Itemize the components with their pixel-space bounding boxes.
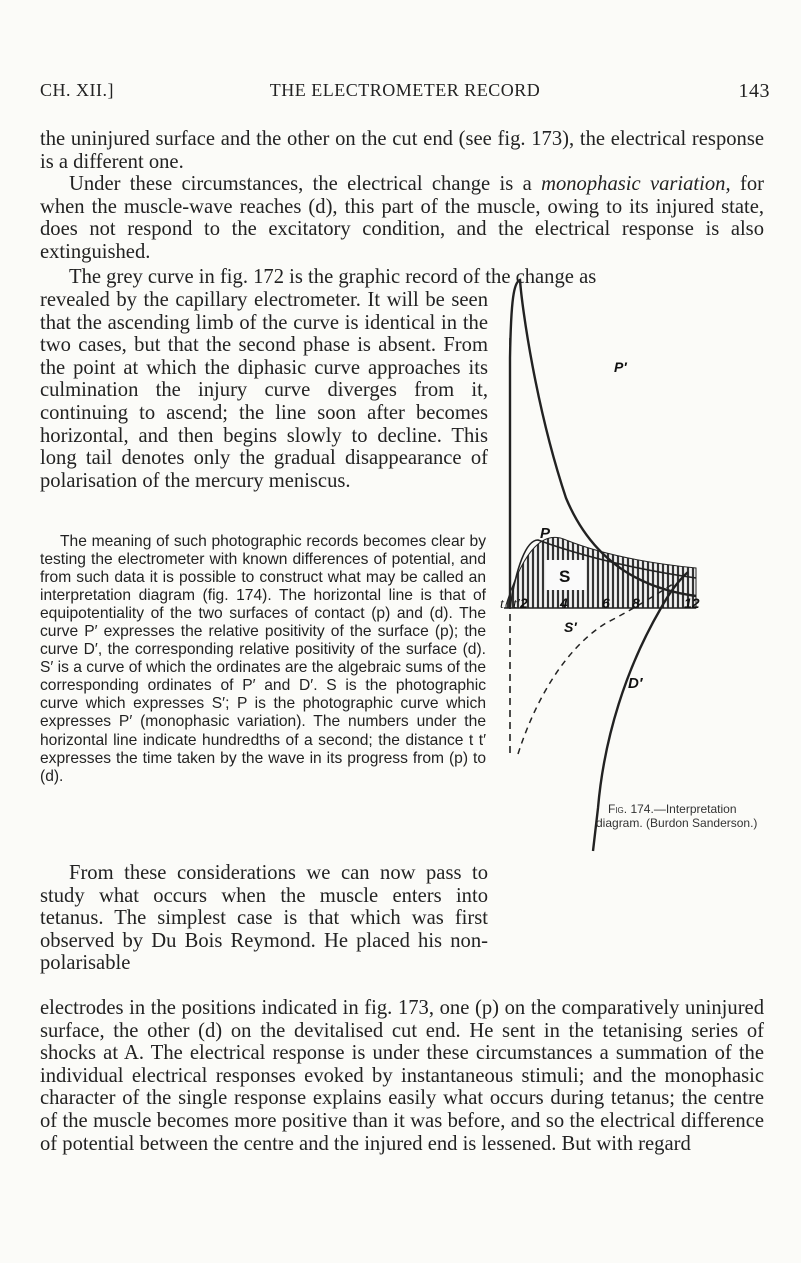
paragraph-grey-curve: revealed by the capillary electrometer. It will be seen that the ascending limb of the curve is identical in the two cases, but that the second phase is absent. From the point at which the diphasic curve approaches its culmination the injury curve diverges from it, continuing to ascend; the line soon after becomes horizontal, and then begins slowly to decline. This long tail denotes only the gradual disappearance of polarisation of the mercury meniscus.: [40, 289, 488, 492]
label-s: S: [559, 567, 571, 586]
page-header: [40, 80, 770, 106]
label-p: P: [540, 525, 551, 542]
running-title: THE ELECTROMETER RECORD: [269, 80, 541, 100]
label-s-prime: S′: [564, 619, 577, 635]
tick-12: 12: [684, 595, 700, 611]
paragraph-tetanus-narrow: From these considerations we can now pass to study what occurs when the muscle enters into tetanus. The simplest case is that which was first observed by Du Bois Reymond. He placed his non-polarisable: [40, 862, 488, 975]
paragraph-continuation: the uninjured surface and the other on the cut end (see fig. 173), the electrical response is a different one.: [40, 128, 764, 173]
label-d-prime: D′: [628, 675, 643, 692]
label-p-prime: P′: [614, 359, 627, 375]
tick-2: 2: [520, 595, 528, 611]
small-print-note: The meaning of such photographic records becomes clear by testing the electrometer with known differences of potential, and from such data it is possible to construct what may be called an interpretation diagram (fig. 174). The horizontal line is that of equipotentiality of the two surfaces of contact (p) and (d). The curve P′ expresses the relative positivity of the surface (p); the curve D′, the corresponding relative positivity of the surface (d). S′ is a curve of which the ordinates are the algebraic sums of the corresponding ordinates of P′ and D′. S is the photographic curve which expresses S′; P is the photographic curve which expresses P′ (monophasic variation). The numbers under the horizontal line indicate hundredths of a second; the distance t t′ expresses the time taken by the wave in its progress from (p) to (d).: [40, 533, 486, 785]
interpretation-diagram: [496, 268, 776, 853]
label-t-prime: t′: [513, 597, 520, 612]
p2-text-post: for when the muscle-wave reaches (d), this part of the muscle, owing to its injured state, does not respond to the excitatory condition, and the electrical response is also extinguished.: [40, 173, 764, 263]
tick-4: 4: [560, 595, 568, 611]
label-t: t: [500, 597, 504, 612]
tick-8: 8: [632, 595, 640, 611]
caption-prefix: Fig. 174.: [608, 802, 654, 816]
paragraph-monophasic: [40, 173, 764, 263]
figure-caption: [596, 802, 772, 830]
p2-text-pre: Under these circumstances, the electrical change is a: [69, 173, 542, 195]
caption-text: —Interpretation diagram. (Burdon Sanderson.): [596, 802, 758, 830]
p2-emphasis: monophasic variation,: [541, 173, 731, 195]
paragraph-grey-curve-first-line: The grey curve in fig. 172 is the graphic record of the change as: [69, 266, 597, 288]
page-number: 143: [738, 80, 770, 102]
tick-6: 6: [602, 595, 610, 611]
chapter-label: CH. XII.]: [40, 80, 114, 100]
paragraph-tetanus-wide: electrodes in the positions indicated in fig. 173, one (p) on the comparatively uninjured surface, the other (d) on the devitalised cut end. He sent in the tetanising series of shocks at A. The electrical response is under these circumstances a summation of the individual electrical responses evoked by instantaneous stimuli; and the monophasic character of the single response explains easily what occurs during tetanus; the centre of the muscle becomes more positive than it was before, and so the electrical difference of potential between the centre and the injured end is lessened. But with regard: [40, 997, 764, 1155]
